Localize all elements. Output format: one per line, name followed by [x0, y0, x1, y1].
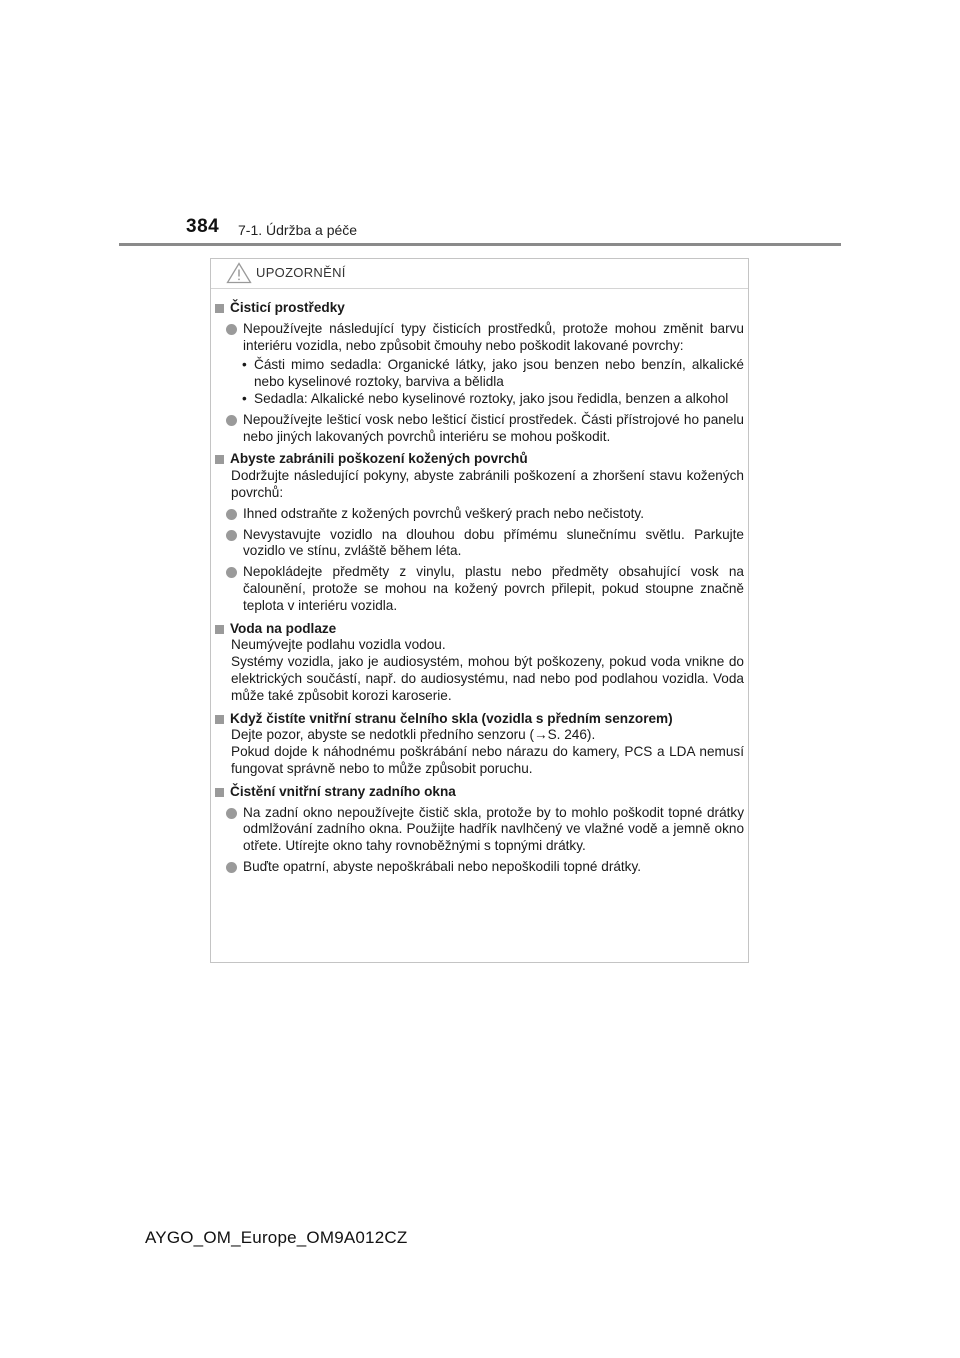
section-title-windshield: Když čistíte vnitřní stranu čelního skla (vozidla s předním senzorem) [211, 711, 750, 728]
circle-bullet-icon [226, 567, 237, 578]
header-rule [119, 243, 841, 246]
square-bullet-icon [215, 304, 224, 313]
section-title-rear-window: Čistění vnitřní strany zadního okna [211, 784, 750, 801]
circle-bullet-icon [226, 415, 237, 426]
circle-bullet-icon [226, 509, 237, 520]
section-title-floor-water: Voda na podlaze [211, 621, 750, 638]
footer-doc-code: AYGO_OM_Europe_OM9A012CZ [145, 1228, 408, 1247]
list-item: Nepokládejte předměty z vinylu, plastu nebo předměty obsahující vosk na čalounění, protože se mohou na kožený povrch přilepit, pokud stoupne značně teplota v interiéru vozidla. [211, 564, 750, 614]
warning-box [210, 258, 749, 963]
section-line: Neumývejte podlahu vozidla vodou. [231, 637, 446, 653]
circle-bullet-icon [226, 324, 237, 335]
section-line: Systémy vozidla, jako je audiosystém, mohou být poškozeny, pokud voda vnikne do elektrických součástí, např. do audiosystému, nad nebo pod podlahou vozidla. Voda může také způsobit korozi karoserie. [231, 654, 744, 703]
page-number: 384 [186, 216, 220, 237]
warning-label: UPOZORNĚNÍ [256, 265, 346, 280]
list-item: Ihned odstraňte z kožených povrchů veškerý prach nebo nečistoty. [211, 506, 750, 523]
sub-list-item: • Sedadla: Alkalické nebo kyselinové roztoky, jako jsou ředidla, benzen a alkohol [242, 390, 729, 406]
section-title: 7-1. Údržba a péče [238, 222, 358, 238]
list-item: Nepoužívejte následující typy čisticích prostředků, protože mohou změnit barvu interiéru vozidla, nebo způsobit čmouhy nebo poškodit lakované povrchy: [211, 321, 750, 355]
section-line: Dejte pozor, abyste se nedotkli předního senzoru (→S. 246). [231, 727, 596, 743]
section-title-leather: Abyste zabránili poškození kožených povrchů [211, 451, 750, 468]
sub-bullet-marker: • [242, 357, 247, 373]
square-bullet-icon [215, 715, 224, 724]
section-floor-water [211, 621, 750, 705]
section-windshield [211, 711, 750, 778]
list-item: Nevystavujte vozidlo na dlouhou dobu přímému slunečnímu světlu. Parkujte vozidlo ve stínu, zvláště během léta. [211, 527, 750, 561]
circle-bullet-icon [226, 808, 237, 819]
list-item: Nepoužívejte lešticí vosk nebo lešticí čisticí prostředek. Části přístrojové ho panelu nebo jiných lakovaných povrchů interiéru se mohou poškodit. [211, 412, 750, 446]
section-cleaning-agents [211, 300, 750, 445]
section-leather [211, 451, 750, 614]
circle-bullet-icon [226, 862, 237, 873]
sub-list [211, 357, 750, 407]
warning-content [211, 300, 750, 882]
list-item: Buďte opatrní, abyste nepoškrábali nebo nepoškodili topné drátky. [211, 859, 750, 876]
section-title-cleaning-agents: Čisticí prostředky [211, 300, 750, 317]
circle-bullet-icon [226, 530, 237, 541]
sub-bullet-marker: • [242, 390, 247, 406]
warning-header [211, 259, 748, 289]
section-rear-window [211, 784, 750, 876]
section-intro: Dodržujte následující pokyny, abyste zabránili poškození a zhoršení stavu kožených povrchů: [231, 468, 744, 500]
square-bullet-icon [215, 625, 224, 634]
sub-list-item: • Části mimo sedadla: Organické látky, jako jsou benzen nebo benzín, alkalické nebo kyselinové roztoky, barviva a bělidla [242, 357, 744, 390]
list-item: Na zadní okno nepoužívejte čistič skla, protože by to mohlo poškodit topné drátky odmlžování zadního okna. Použijte hadřík navlhčený ve vlažné vodě a jemně okno otřete. Utírejte okno tahy rovnoběžnými s topnými drátky. [211, 805, 750, 855]
warning-triangle-icon [226, 262, 252, 284]
section-line: Pokud dojde k náhodnému poškrábání nebo nárazu do kamery, PCS a LDA nemusí fungovat správně nebo to může způsobit poruchu. [231, 744, 744, 776]
square-bullet-icon [215, 455, 224, 464]
square-bullet-icon [215, 788, 224, 797]
